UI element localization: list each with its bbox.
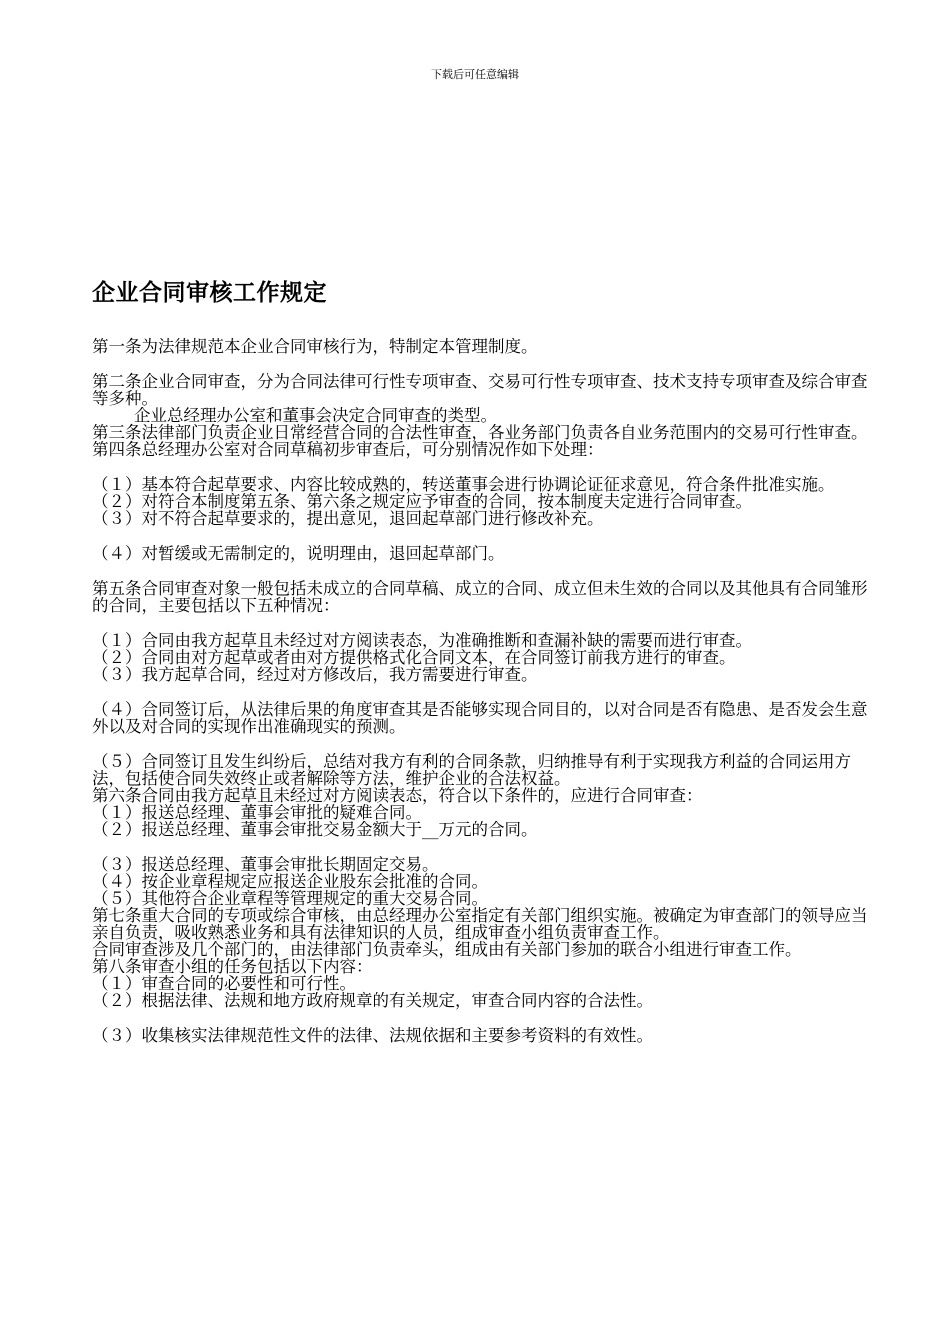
article-5-item-2: （２）合同由对方起草或者由对方提供格式化合同文本，在合同签订前我方进行的审查。 bbox=[92, 648, 736, 667]
article-2: 第二条企业合同审查，分为合同法律可行性专项审查、交易可行性专项审查、技术支持专项审查及综合审查等多种。 bbox=[92, 372, 868, 408]
article-4-item-3: （３）对不符合起草要求的，提出意见，退回起草部门进行修改补充。 bbox=[92, 509, 604, 528]
article-8-item-2: （２）根据法律、法规和地方政府规章的有关规定，审查合同内容的合法性。 bbox=[92, 991, 653, 1010]
article-8: 第八条审查小组的任务包括以下内容： bbox=[92, 957, 373, 976]
article-6-item-5: （５）其他符合企业章程等管理规定的重大交易合同。 bbox=[92, 889, 488, 908]
article-1: 第一条为法律规范本企业合同审核行为，特制定本管理制度。 bbox=[92, 337, 538, 356]
article-2-note: 企业总经理办公室和董事会决定合同审查的类型。 bbox=[92, 406, 497, 425]
article-3: 第三条法律部门负责企业日常经营合同的合法性审查，各业务部门负责各自业务范围内的交易可行性审查。 bbox=[92, 423, 868, 442]
article-7: 第七条重大合同的专项或综合审核，由总经理办公室指定有关部门组织实施。被确定为审查部门的领导应当亲自负责，吸收熟悉业务和具有法律知识的人员，组成审查小组负责审查工作。 bbox=[92, 906, 868, 942]
article-7-note: 合同审查涉及几个部门的，由法律部门负责牵头，组成由有关部门参加的联合小组进行审查工作。 bbox=[92, 940, 802, 959]
document-title: 企业合同审核工作规定 bbox=[92, 280, 327, 306]
document-body bbox=[92, 338, 882, 1044]
article-6-item-1: （１）报送总经理、董事会审批的疑难合同。 bbox=[92, 803, 422, 822]
article-5-item-3: （３）我方起草合同，经过对方修改后，我方需要进行审查。 bbox=[92, 665, 538, 684]
article-4: 第四条总经理办公室对合同草稿初步审查后，可分别情况作如下处理： bbox=[92, 440, 604, 459]
article-8-item-1: （１）审查合同的必要性和可行性。 bbox=[92, 974, 356, 993]
article-8-item-3: （３）收集核实法律规范性文件的法律、法规依据和主要参考资料的有效性。 bbox=[92, 1026, 653, 1045]
article-5-item-4: （４）合同签订后，从法律后果的角度审查其是否能够实现合同目的，以对合同是否有隐患、是否发会生意外以及对合同的实现作出准确现实的预测。 bbox=[92, 700, 868, 736]
article-6-item-3: （３）报送总经理、董事会审批长期固定交易。 bbox=[92, 855, 439, 874]
article-4-item-1: （１）基本符合起草要求、内容比较成熟的，转送董事会进行协调论证征求意见，符合条件批准实施。 bbox=[92, 475, 835, 494]
article-5-item-1: （１）合同由我方起草且未经过对方阅读表态，为准确推断和查漏补缺的需要而进行审查。 bbox=[92, 631, 752, 650]
article-4-item-4: （４）对暂缓或无需制定的，说明理由，退回起草部门。 bbox=[92, 544, 505, 563]
article-6-item-2: （２）报送总经理、董事会审批交易金额大于__万元的合同。 bbox=[92, 820, 538, 839]
article-6-item-4: （４）按企业章程规定应报送企业股东会批准的合同。 bbox=[92, 872, 488, 891]
article-5-item-5: （５）合同签订且发生纠纷后，总结对我方有利的合同条款，归纳推导有利于实现我方利益的合同运用方法，包括使合同失效终止或者解除等方法，维护企业的合法权益。 bbox=[92, 752, 851, 788]
article-5: 第五条合同审查对象一般包括未成立的合同草稿、成立的合同、成立但未生效的合同以及其他具有合同雏形的合同，主要包括以下五种情况： bbox=[92, 579, 868, 615]
header-note: 下载后可任意编辑 bbox=[431, 68, 519, 81]
article-6: 第六条合同由我方起草且未经过对方阅读表态，符合以下条件的，应进行合同审查： bbox=[92, 786, 703, 805]
article-4-item-2: （２）对符合本制度第五条、第六条之规定应予审查的合同，按本制度夫定进行合同审查。 bbox=[92, 492, 752, 511]
